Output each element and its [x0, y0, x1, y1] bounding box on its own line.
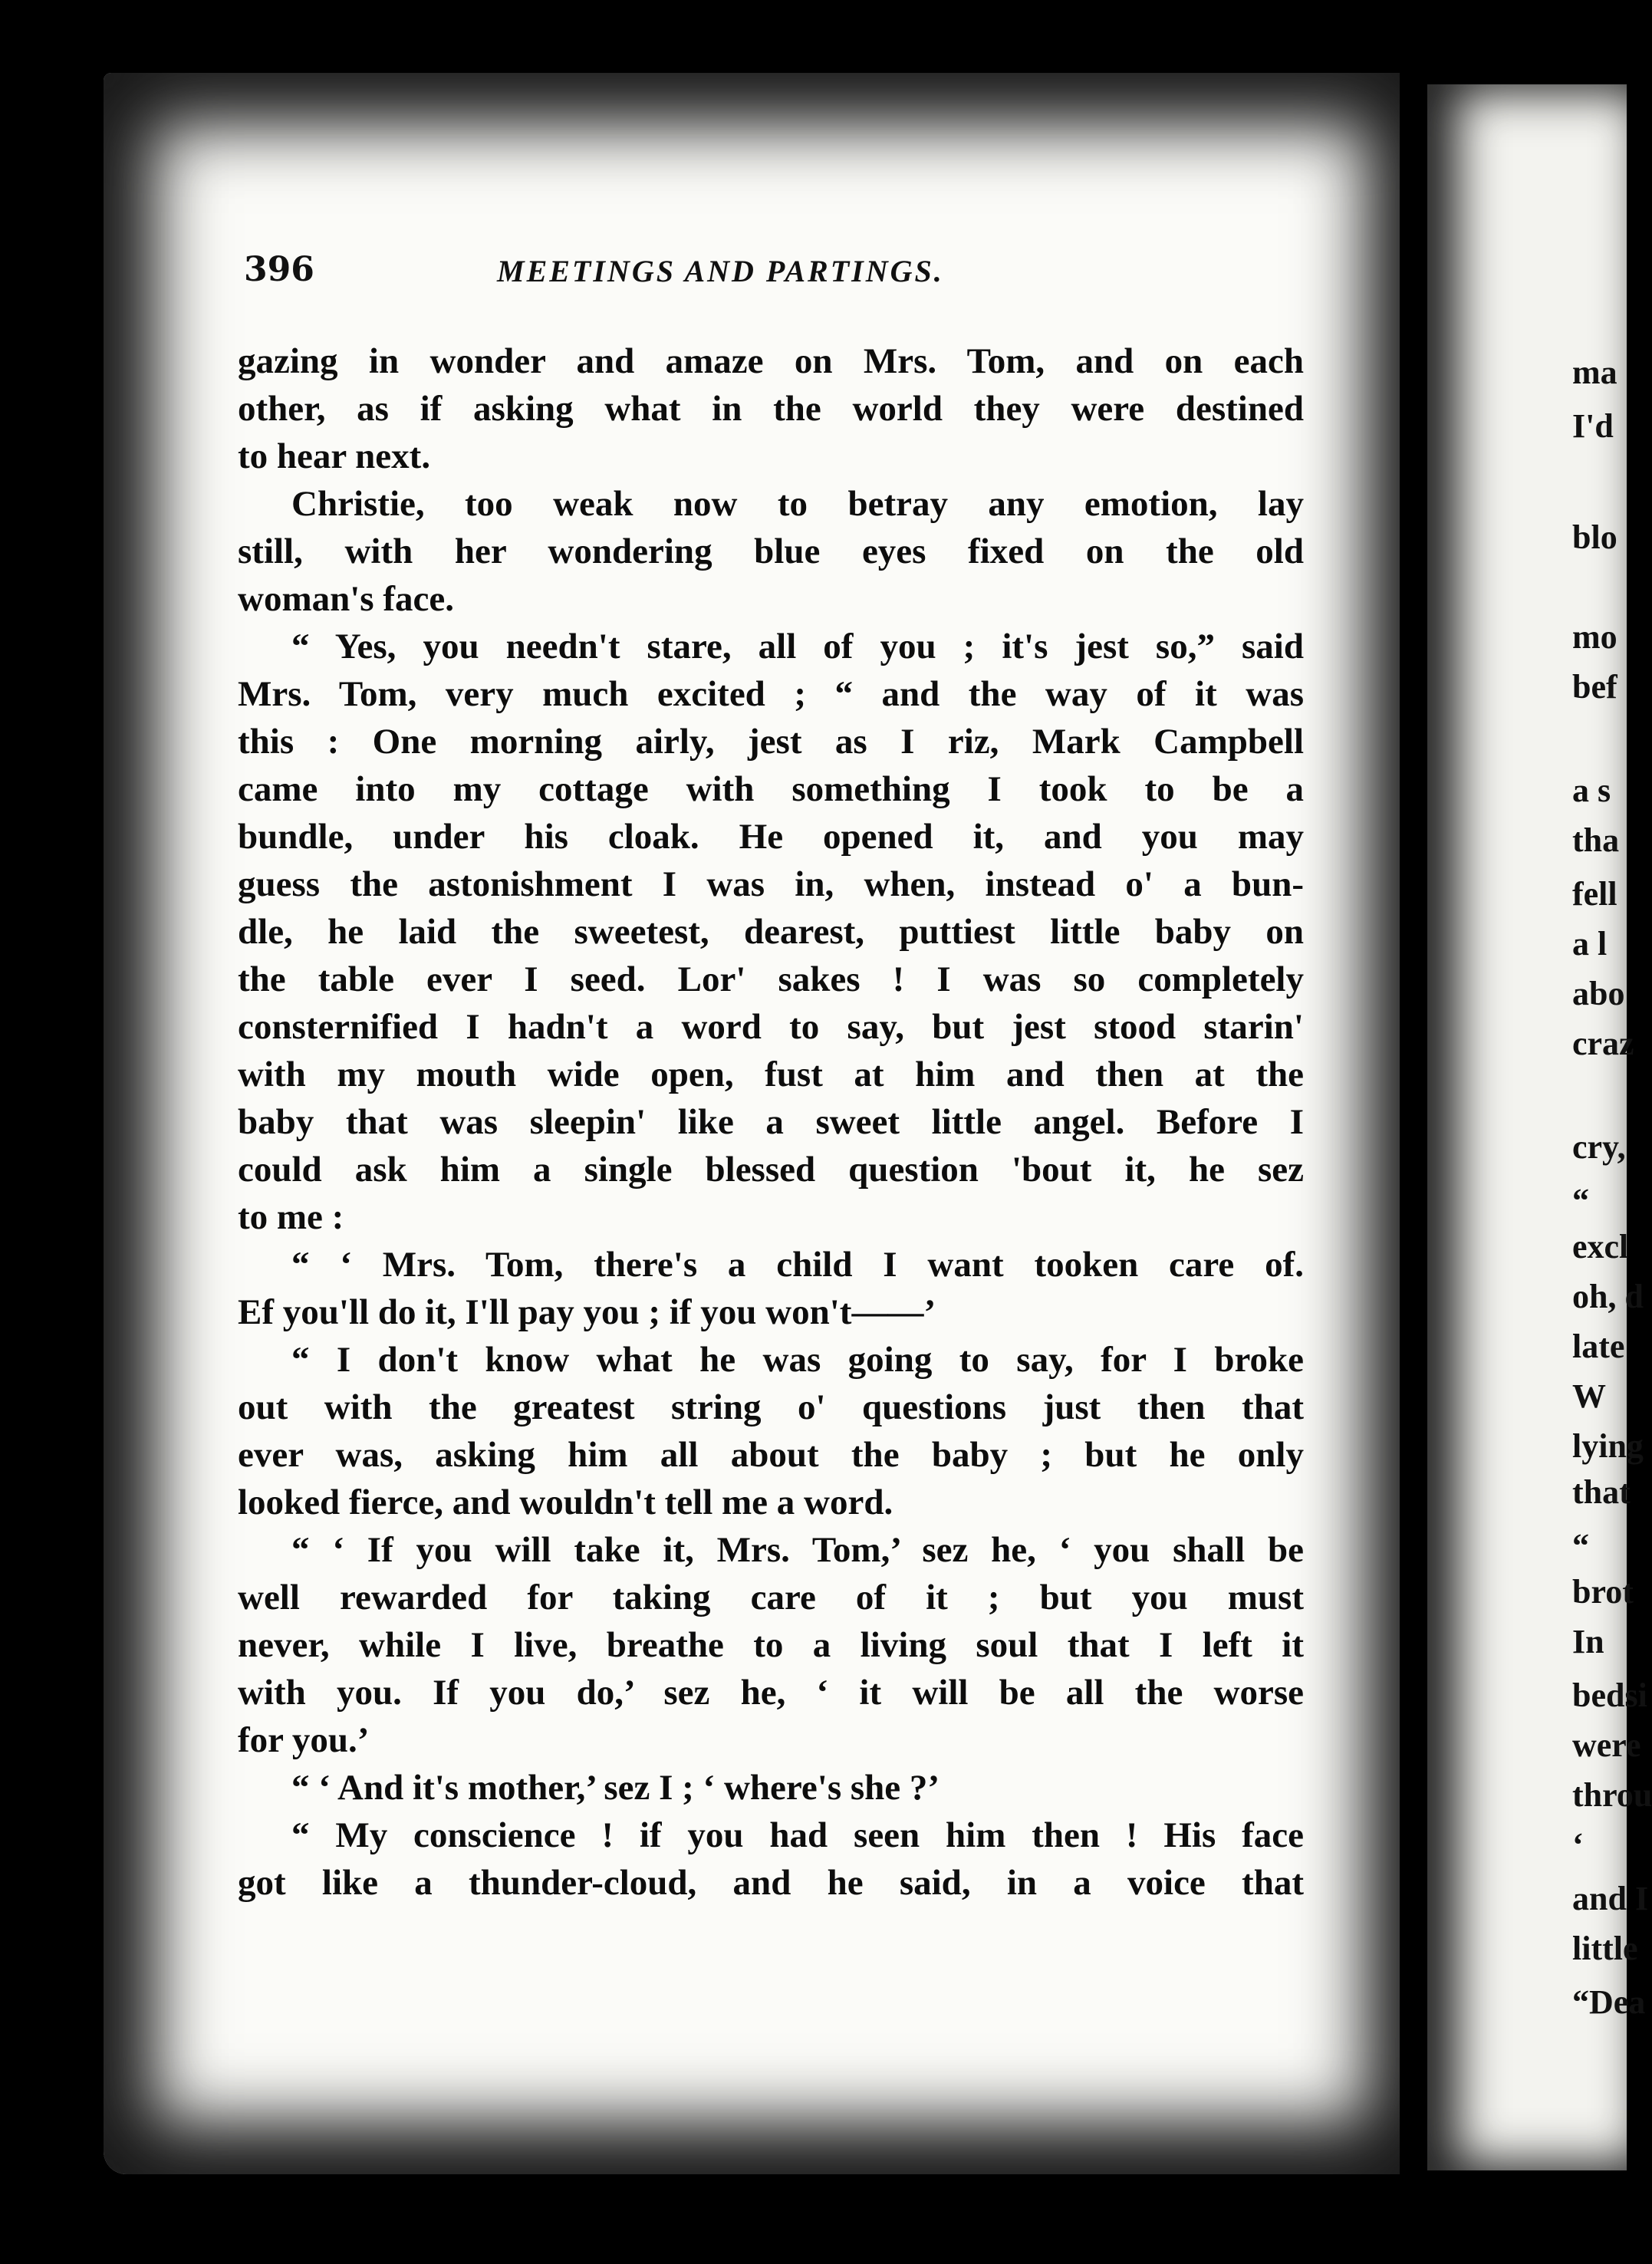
text-line: guess the astonishment I was in, when, instead o' a bun-	[238, 864, 1304, 904]
text-line: still, with her wondering blue eyes fixed on the old	[238, 531, 1304, 571]
right-page-fragment: late	[1572, 1328, 1625, 1365]
right-page-fragment: little	[1572, 1930, 1638, 1967]
text-line: with my mouth wide open, fust at him and then at the	[238, 1055, 1304, 1094]
text-line: “ ‘ Mrs. Tom, there's a child I want tooken care of.	[291, 1245, 1304, 1285]
right-page-fragment: lying	[1572, 1427, 1644, 1465]
text-line: out with the greatest string o' questions just then that	[238, 1387, 1304, 1427]
right-page-fragment: were	[1572, 1726, 1641, 1764]
running-head-title: MEETINGS AND PARTINGS.	[497, 254, 944, 288]
text-line: well rewarded for taking care of it ; but you must	[238, 1578, 1304, 1617]
text-line: bundle, under his cloak. He opened it, and you may	[238, 817, 1304, 857]
right-page-fragment: blo	[1572, 518, 1617, 556]
text-line: woman's face.	[238, 579, 454, 619]
right-page-fragment: “	[1572, 1527, 1589, 1565]
right-page-fragment: fell	[1572, 875, 1617, 913]
right-page-fragment: mo	[1572, 618, 1617, 656]
text-line: came into my cottage with something I took to be a	[238, 769, 1304, 809]
text-line: never, while I live, breathe to a living soul that I left it	[238, 1625, 1304, 1665]
text-line: Christie, too weak now to betray any emotion, lay	[291, 484, 1304, 524]
text-line: “ ‘ If you will take it, Mrs. Tom,’ sez he, ‘ you shall be	[291, 1530, 1304, 1570]
right-page-text-fragments	[1572, 337, 1652, 2101]
text-line: this : One morning airly, jest as I riz, Mark Campbell	[238, 722, 1304, 762]
right-page-fragment: and I	[1572, 1880, 1649, 1917]
text-line: looked fierce, and wouldn't tell me a word.	[238, 1482, 893, 1522]
text-line: baby that was sleepin' like a sweet little angel. Before I	[238, 1102, 1304, 1142]
right-page-fragment: brot	[1572, 1573, 1634, 1611]
text-line: consternified I hadn't a word to say, but jest stood starin'	[238, 1007, 1304, 1047]
text-line: ever was, asking him all about the baby ; but he only	[238, 1435, 1304, 1475]
text-line: gazing in wonder and amaze on Mrs. Tom, and on each	[238, 341, 1304, 381]
right-page-fragment: craz	[1572, 1025, 1634, 1062]
text-line: “ My conscience ! if you had seen him then ! His face	[291, 1815, 1304, 1855]
text-line: to hear next.	[238, 436, 431, 476]
right-page-fragment: abo	[1572, 975, 1625, 1012]
text-line: with you. If you do,’ sez he, ‘ it will be all the worse	[238, 1673, 1304, 1713]
right-page-fragment: ma	[1572, 354, 1617, 391]
text-line: to me :	[238, 1197, 344, 1237]
page-number: 396	[244, 250, 314, 289]
right-page-fragment: cry,	[1572, 1128, 1626, 1166]
right-page-fragment: bedsi	[1572, 1677, 1647, 1714]
text-line: “ ‘ And it's mother,’ sez I ; ‘ where's she ?’	[291, 1768, 940, 1808]
text-line: “ I don't know what he was going to say, for I broke	[291, 1340, 1304, 1380]
right-page-fragment: In	[1572, 1623, 1604, 1660]
text-line: the table ever I seed. Lor' sakes ! I was so completely	[238, 959, 1304, 999]
right-page-fragment: bef	[1572, 668, 1617, 706]
text-line: other, as if asking what in the world they were destined	[238, 389, 1304, 429]
right-page-fragment: a l	[1572, 925, 1608, 963]
text-line: dle, he laid the sweetest, dearest, puttiest little baby on	[238, 912, 1304, 952]
text-line: got like a thunder-cloud, and he said, in a voice that	[238, 1863, 1304, 1903]
text-line: Mrs. Tom, very much excited ; “ and the way of it was	[238, 674, 1304, 714]
right-page-fragment: that	[1572, 1473, 1631, 1511]
running-head	[244, 250, 1302, 296]
right-page-fragment: ‘	[1572, 1826, 1584, 1864]
right-page-fragment: excl	[1572, 1228, 1629, 1265]
text-line: for you.’	[238, 1720, 370, 1760]
text-line: Ef you'll do it, I'll pay you ; if you won't——’	[238, 1292, 936, 1332]
text-line: “ Yes, you needn't stare, all of you ; it's jest so,” said	[291, 627, 1304, 666]
right-page-fragment: throu	[1572, 1776, 1652, 1814]
right-page-fragment: oh, d	[1572, 1278, 1644, 1315]
book-spine-gutter	[1400, 61, 1427, 2201]
right-page-fragment: W	[1572, 1377, 1606, 1415]
right-page-fragment: a s	[1572, 772, 1611, 809]
right-page-fragment: tha	[1572, 821, 1620, 859]
body-text	[238, 337, 1304, 1907]
right-page-fragment: I'd	[1572, 407, 1614, 445]
right-page-fragment: “Dea	[1572, 1983, 1646, 2021]
right-page-fragment: “	[1572, 1182, 1589, 1219]
text-line: could ask him a single blessed question 'bout it, he sez	[238, 1150, 1304, 1190]
